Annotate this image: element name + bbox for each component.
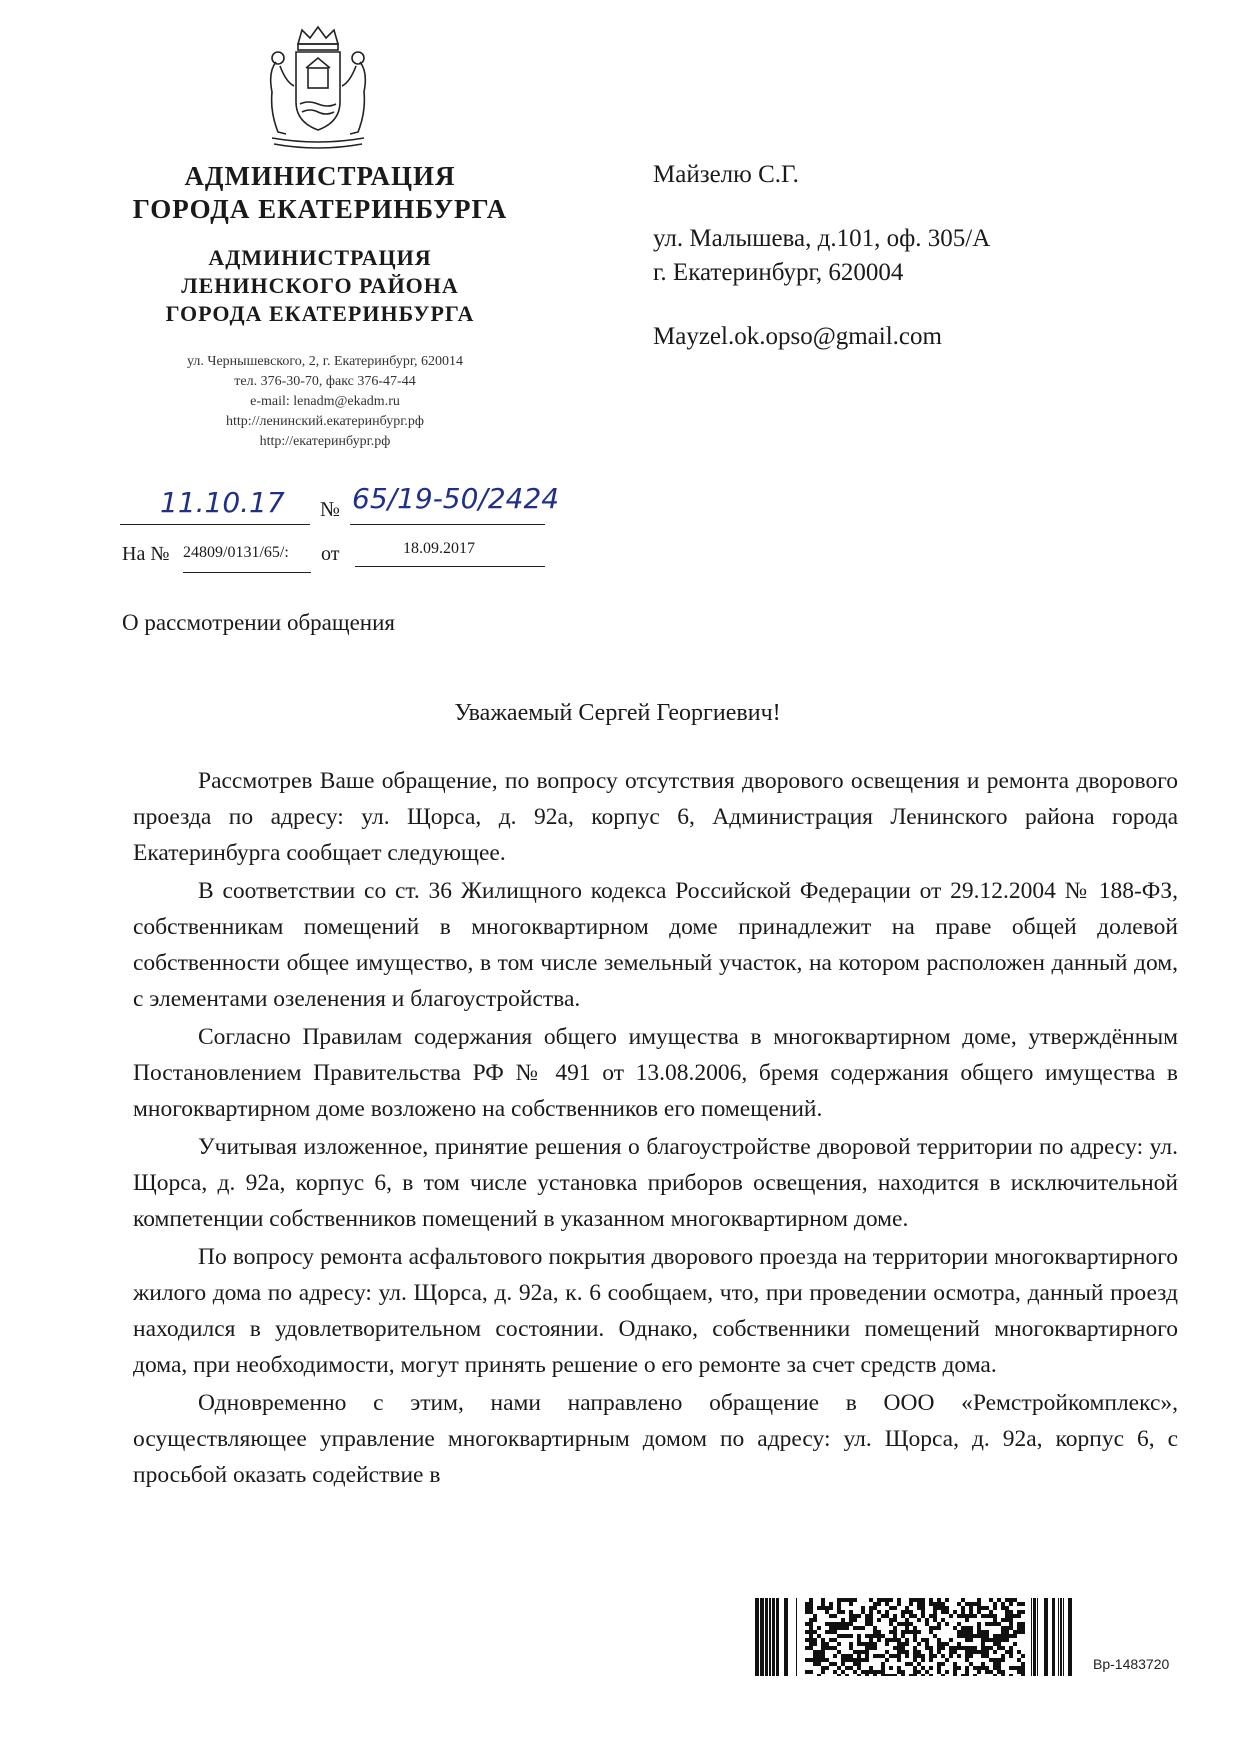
reference-from-label: от bbox=[321, 543, 340, 565]
recipient-street: ул. Малышева, д.101, оф. 305/А bbox=[653, 225, 991, 252]
recipient-block bbox=[653, 158, 990, 354]
letter-subject: О рассмотрении обращения bbox=[122, 610, 395, 635]
reference-date: 18.09.2017 bbox=[403, 540, 475, 557]
number-underline bbox=[350, 524, 545, 525]
body-paragraph-2: В соответствии со ст. 36 Жилищного кодекса Российской Федерации от 29.12.2004 № 188-ФЗ, собственникам помещений в многоквартирном доме принадлежит на праве общей долевой собственности общее имущество, в том числе земельный участок, на котором расположен данный дом, с элементами озеленения и благоустройства. bbox=[133, 878, 1178, 1012]
letter-greeting: Уважаемый Сергей Георгиевич! bbox=[454, 700, 781, 726]
contact-site-2: http://екатеринбург.рф bbox=[259, 434, 391, 449]
contact-address: ул. Чернышевского, 2, г. Екатеринбург, 620014 bbox=[186, 354, 464, 369]
contact-email: e-mail: lenadm@ekadm.ru bbox=[250, 394, 400, 409]
date-underline bbox=[120, 524, 310, 525]
outgoing-date: 11.10.17 bbox=[160, 486, 285, 519]
department-name bbox=[110, 244, 530, 328]
contact-block bbox=[120, 352, 530, 452]
organization-name bbox=[110, 160, 530, 226]
document-barcode bbox=[755, 1598, 1073, 1676]
dept-line-2: ЛЕНИНСКОГО РАЙОНА bbox=[181, 273, 459, 298]
body-paragraph-4: Учитывая изложенное, принятие решения о благоустройстве дворовой территории по адресу: ул. Щорса, д. 92а, корпус 6, в том числе установка приборов освещения, находится в исключительной компетенции собственников помещений в указанном многоквартирном доме. bbox=[133, 1134, 1178, 1232]
contact-site-1: http://ленинский.екатеринбург.рф bbox=[226, 414, 424, 429]
recipient-name: Майзелю С.Г. bbox=[653, 161, 799, 188]
barcode-number: Вр-1483720 bbox=[1093, 1656, 1170, 1672]
org-line-1: АДМИНИСТРАЦИЯ bbox=[184, 161, 456, 191]
dept-line-1: АДМИНИСТРАЦИЯ bbox=[208, 245, 432, 270]
recipient-email: Mayzel.ok.opso@gmail.com bbox=[653, 323, 942, 350]
reference-number: 24809/0131/65/: bbox=[183, 544, 289, 561]
reference-number-underline bbox=[183, 572, 311, 573]
org-line-2: ГОРОДА ЕКАТЕРИНБУРГА bbox=[132, 194, 508, 224]
outgoing-number: 65/19-50/2424 bbox=[352, 482, 560, 515]
body-paragraph-5: По вопросу ремонта асфальтового покрытия дворового проезда на территории многоквартирного жилого дома по адресу: ул. Щорса, д. 92а, к. 6 сообщаем, что, при проведении осмотра, данный проезд находился в удовлетворительном состоянии. Однако, собственники помещений многоквартирного дома, при необходимости, могут принять решение о его ремонте за счет средств дома. bbox=[133, 1244, 1178, 1378]
reference-label: На № bbox=[122, 543, 170, 565]
city-coat-of-arms-emblem bbox=[258, 22, 378, 152]
recipient-city: г. Екатеринбург, 620004 bbox=[653, 259, 904, 286]
letter-body bbox=[133, 763, 1178, 1495]
body-paragraph-6: Одновременно с этим, нами направлено обращение в ООО «Ремстройкомплекс», осуществляющее управление многоквартирным домом по адресу: ул. Щорса, д. 92а, корпус 6, с просьбой оказать содействие в bbox=[133, 1390, 1178, 1488]
reference-date-underline bbox=[355, 566, 545, 567]
contact-phone: тел. 376-30-70, факс 376-47-44 bbox=[234, 374, 416, 389]
body-paragraph-1: Рассмотрев Ваше обращение, по вопросу отсутствия дворового освещения и ремонта дворового проезда по адресу: ул. Щорса, д. 92а, корпус 6, Администрация Ленинского района города Екатеринбурга сообщает следующее. bbox=[133, 768, 1178, 866]
outgoing-number-label: № bbox=[320, 497, 341, 521]
body-paragraph-3: Согласно Правилам содержания общего имущества в многоквартирном доме, утверждённым Постановлением Правительства РФ № 491 от 13.08.2006, бремя содержания общего имущества в многоквартирном доме возложено на собственников его помещений. bbox=[133, 1024, 1178, 1122]
dept-line-3: ГОРОДА ЕКАТЕРИНБУРГА bbox=[165, 301, 475, 326]
